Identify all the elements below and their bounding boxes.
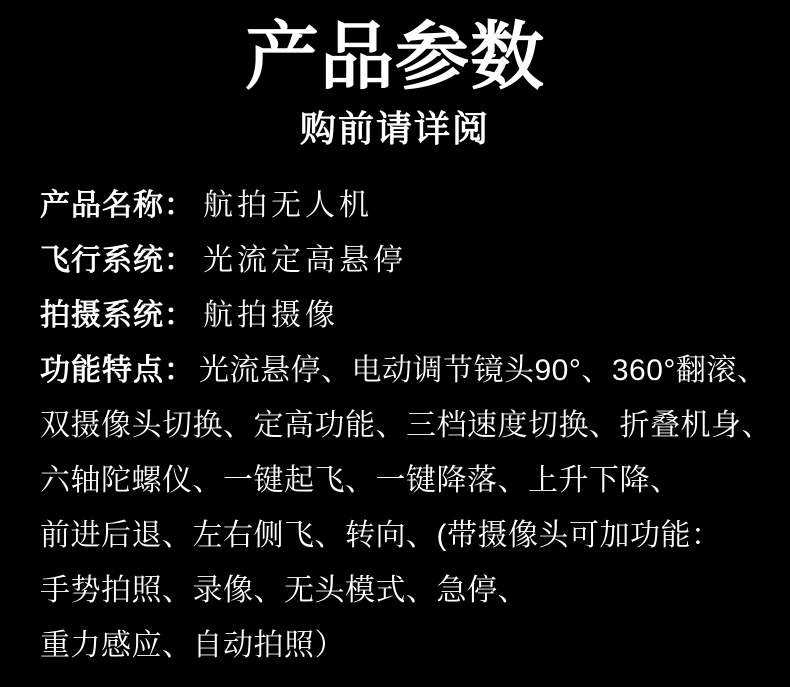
spec-row-flight-system bbox=[40, 233, 770, 288]
spec-value-camera-system: 航拍摄像 bbox=[203, 299, 339, 333]
spec-label-flight-system: 飞行系统： bbox=[40, 244, 195, 278]
spec-label-camera-system: 拍摄系统： bbox=[40, 299, 195, 333]
feature-row-header bbox=[40, 343, 770, 398]
page-title: 产品参数 bbox=[245, 15, 545, 98]
spec-list bbox=[0, 178, 790, 673]
feature-line-text: 重力感应、自动拍照） bbox=[40, 629, 345, 663]
spec-value-product-name: 航拍无人机 bbox=[203, 189, 373, 223]
feature-line-text: 六轴陀螺仪、一键起飞、一键降落、上升下降、 bbox=[40, 464, 681, 498]
feature-label: 功能特点： bbox=[40, 354, 195, 388]
page-subtitle: 购前请详阅 bbox=[299, 108, 490, 150]
spec-row-camera-system bbox=[40, 288, 770, 343]
spec-row-product-name bbox=[40, 178, 770, 233]
feature-line-text: 双摄像头切换、定高功能、三档速度切换、折叠机身、 bbox=[40, 409, 772, 443]
spec-value-flight-system: 光流定高悬停 bbox=[203, 244, 407, 278]
feature-line-text: 光流悬停、电动调节镜头90°、360°翻滚、 bbox=[199, 354, 768, 388]
feature-line-text: 前进后退、左右侧飞、转向、(带摄像头可加功能： bbox=[40, 519, 722, 553]
spec-label-product-name: 产品名称： bbox=[40, 189, 195, 223]
feature-line-text: 手势拍照、录像、无头模式、急停、 bbox=[40, 574, 528, 608]
